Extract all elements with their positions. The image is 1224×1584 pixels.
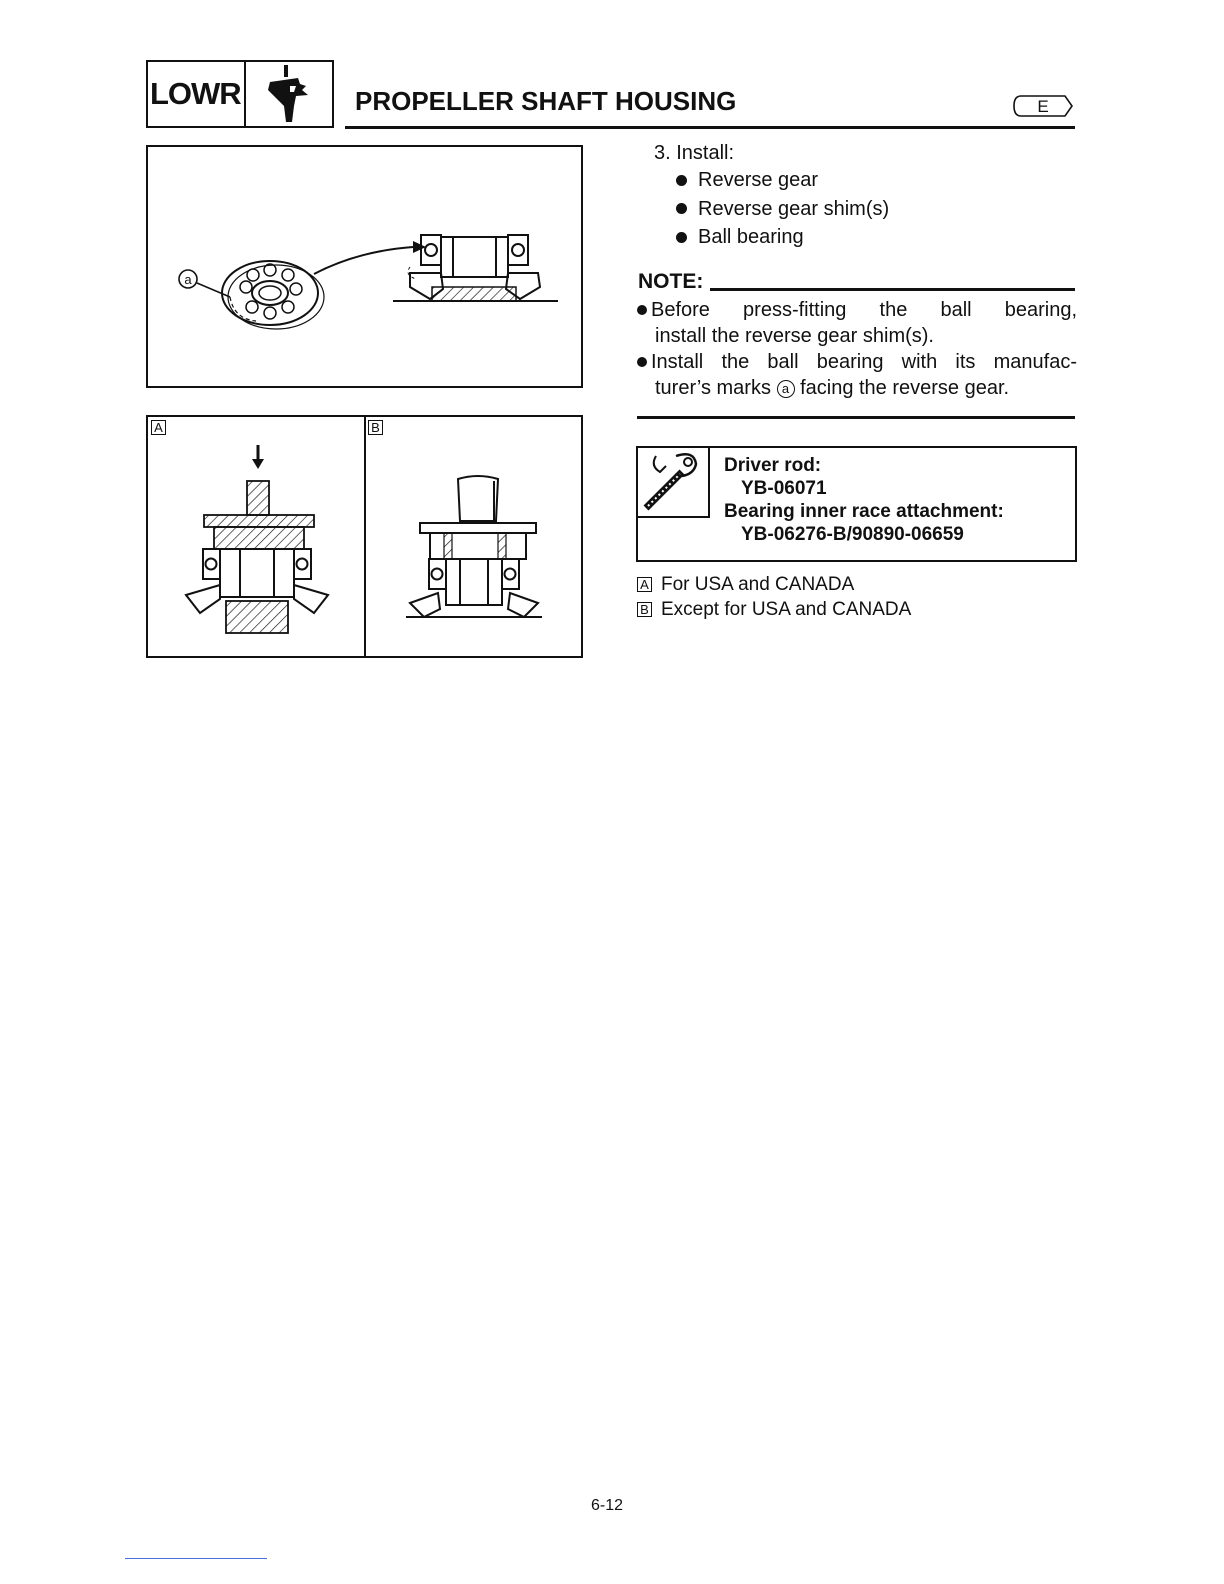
note-rule [710,288,1075,291]
legend-text-a: For USA and CANADA [661,574,855,595]
tool-list [724,454,1004,546]
panel-letter-a: A [151,420,166,435]
section-code: LOWR [148,62,246,126]
language-badge-text: E [1037,97,1049,116]
bearing-orientation-figure [146,145,583,388]
install-list [676,166,889,252]
bullet-icon [637,357,647,367]
note-end-rule [637,416,1075,419]
note-1-line-2: install the reverse gear shim(s). [655,325,934,347]
callout-a: a [184,272,192,287]
note-2-line-2-pre: turer’s marks [655,377,777,399]
note-2-line-2-post: facing the reverse gear. [794,377,1010,399]
bullet-icon [676,203,687,214]
section-header-box [146,60,334,128]
note-2-line-1: Install the ball bearing with its manufac- [651,351,1077,373]
legend-row [637,597,911,622]
install-item-2: Reverse gear shim(s) [698,197,890,220]
panel-divider [364,417,366,656]
installation-method-figure [146,415,583,658]
panel-letter-b: B [368,420,383,435]
header-rule [345,126,1075,129]
list-item [676,166,889,195]
tool-part-2: YB-06276-B/90890-06659 [741,524,964,545]
bullet-icon [637,305,647,315]
list-item [676,195,889,224]
note-item [637,297,1077,349]
tool-label-1: Driver rod: [724,455,822,476]
legend-key-a: A [637,577,652,592]
note-body [637,297,1077,401]
bullet-icon [676,175,687,186]
lower-unit-icon [246,62,332,126]
callout-a-inline: a [777,380,795,398]
special-tools-box [636,446,1077,562]
list-item [676,223,889,252]
legend-key-b: B [637,602,652,617]
language-badge [1013,95,1073,117]
note-label: NOTE: [638,270,704,293]
bullet-icon [676,232,687,243]
note-1-line-1: Before press-fitting the ball bearing, [651,299,1077,321]
page-number: 6-12 [591,1497,624,1514]
footer-rule [125,1558,267,1559]
tool-part-1: YB-06071 [741,478,827,499]
panel-legend [637,572,911,622]
step-heading: 3. Install: [654,142,735,164]
special-tool-icon [638,448,710,518]
legend-row [637,572,911,597]
tool-label-2: Bearing inner race attachment: [724,501,1004,522]
note-item [637,349,1077,401]
install-item-3: Ball bearing [698,226,804,249]
install-item-1: Reverse gear [698,169,819,192]
page-title: PROPELLER SHAFT HOUSING [355,86,737,116]
legend-text-b: Except for USA and CANADA [661,599,912,620]
